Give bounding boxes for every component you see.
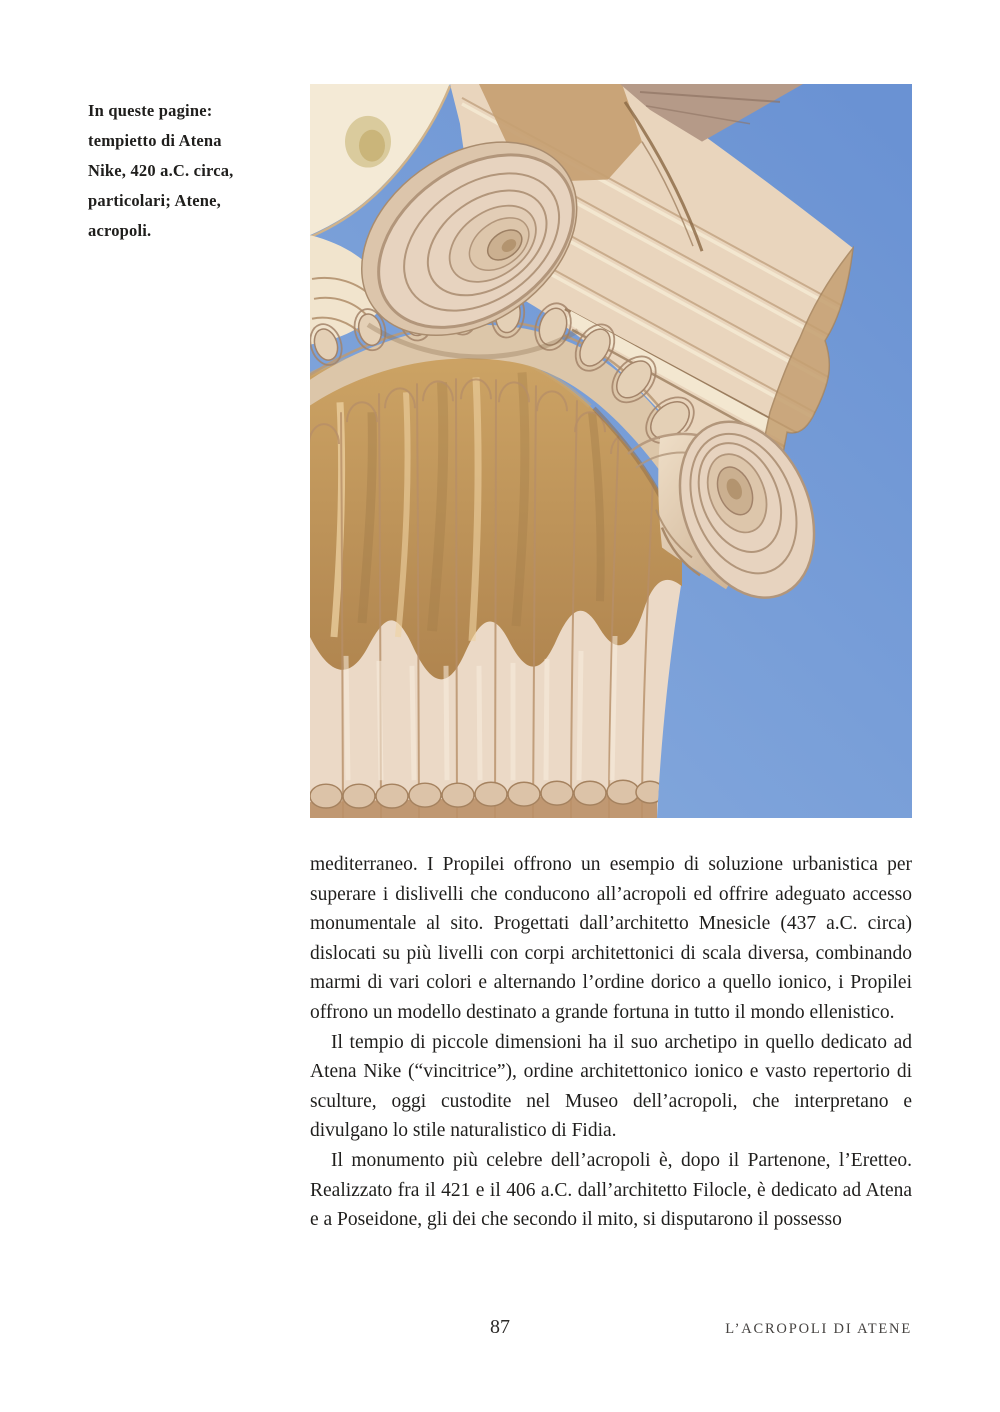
photo-caption (88, 96, 298, 246)
photo-ionic-capital (310, 84, 912, 818)
caption-line: acropoli. (88, 221, 152, 240)
ionic-capital-illustration (310, 84, 912, 818)
paragraph: Il monumento più celebre dell’acropoli è, dopo il Partenone, l’Eretteo. Realizzato fra il 421 e il 406 a.C. dall’architetto Filocle, è dedicato ad Atena e a Poseidone, gli dei che secondo il mito, si disputarono il possesso (310, 1149, 912, 1231)
paragraph: Il tempio di piccole dimensioni ha il suo archetipo in quello dedicato ad Atena Nike (“vincitrice”), ordine architettonico ionico e vasto repertorio di sculture, oggi custodite nel Museo dell’acropoli, che interpretano e divulgano lo stile naturalistico di Fidia. (310, 1031, 912, 1142)
caption-line: particolari; Atene, (88, 191, 222, 210)
caption-line: In queste pagine: (88, 101, 213, 120)
paragraph: mediterraneo. I Propilei offrono un esempio di soluzione urbanistica per superare i dislivelli che conducono all’acropoli ed offrire adeguato accesso monumentale al sito. Progettati dall’architetto Mnesicle (437 a.C. circa) dislocati su più livelli con corpi architettonici di scala diversa, combinando marmi di vari colori e alternando l’ordine dorico a quello ionico, i Propilei offrono un modello destinato a grande fortuna in tutto il mondo ellenistico. (310, 854, 912, 1023)
caption-line: tempietto di Atena (88, 131, 222, 150)
caption-line: Nike, 420 a.C. circa, (88, 161, 234, 180)
running-title: L’ACROPOLI DI ATENE (725, 1321, 912, 1337)
body-text-column (310, 850, 912, 1235)
page-number: 87 (490, 1316, 510, 1338)
